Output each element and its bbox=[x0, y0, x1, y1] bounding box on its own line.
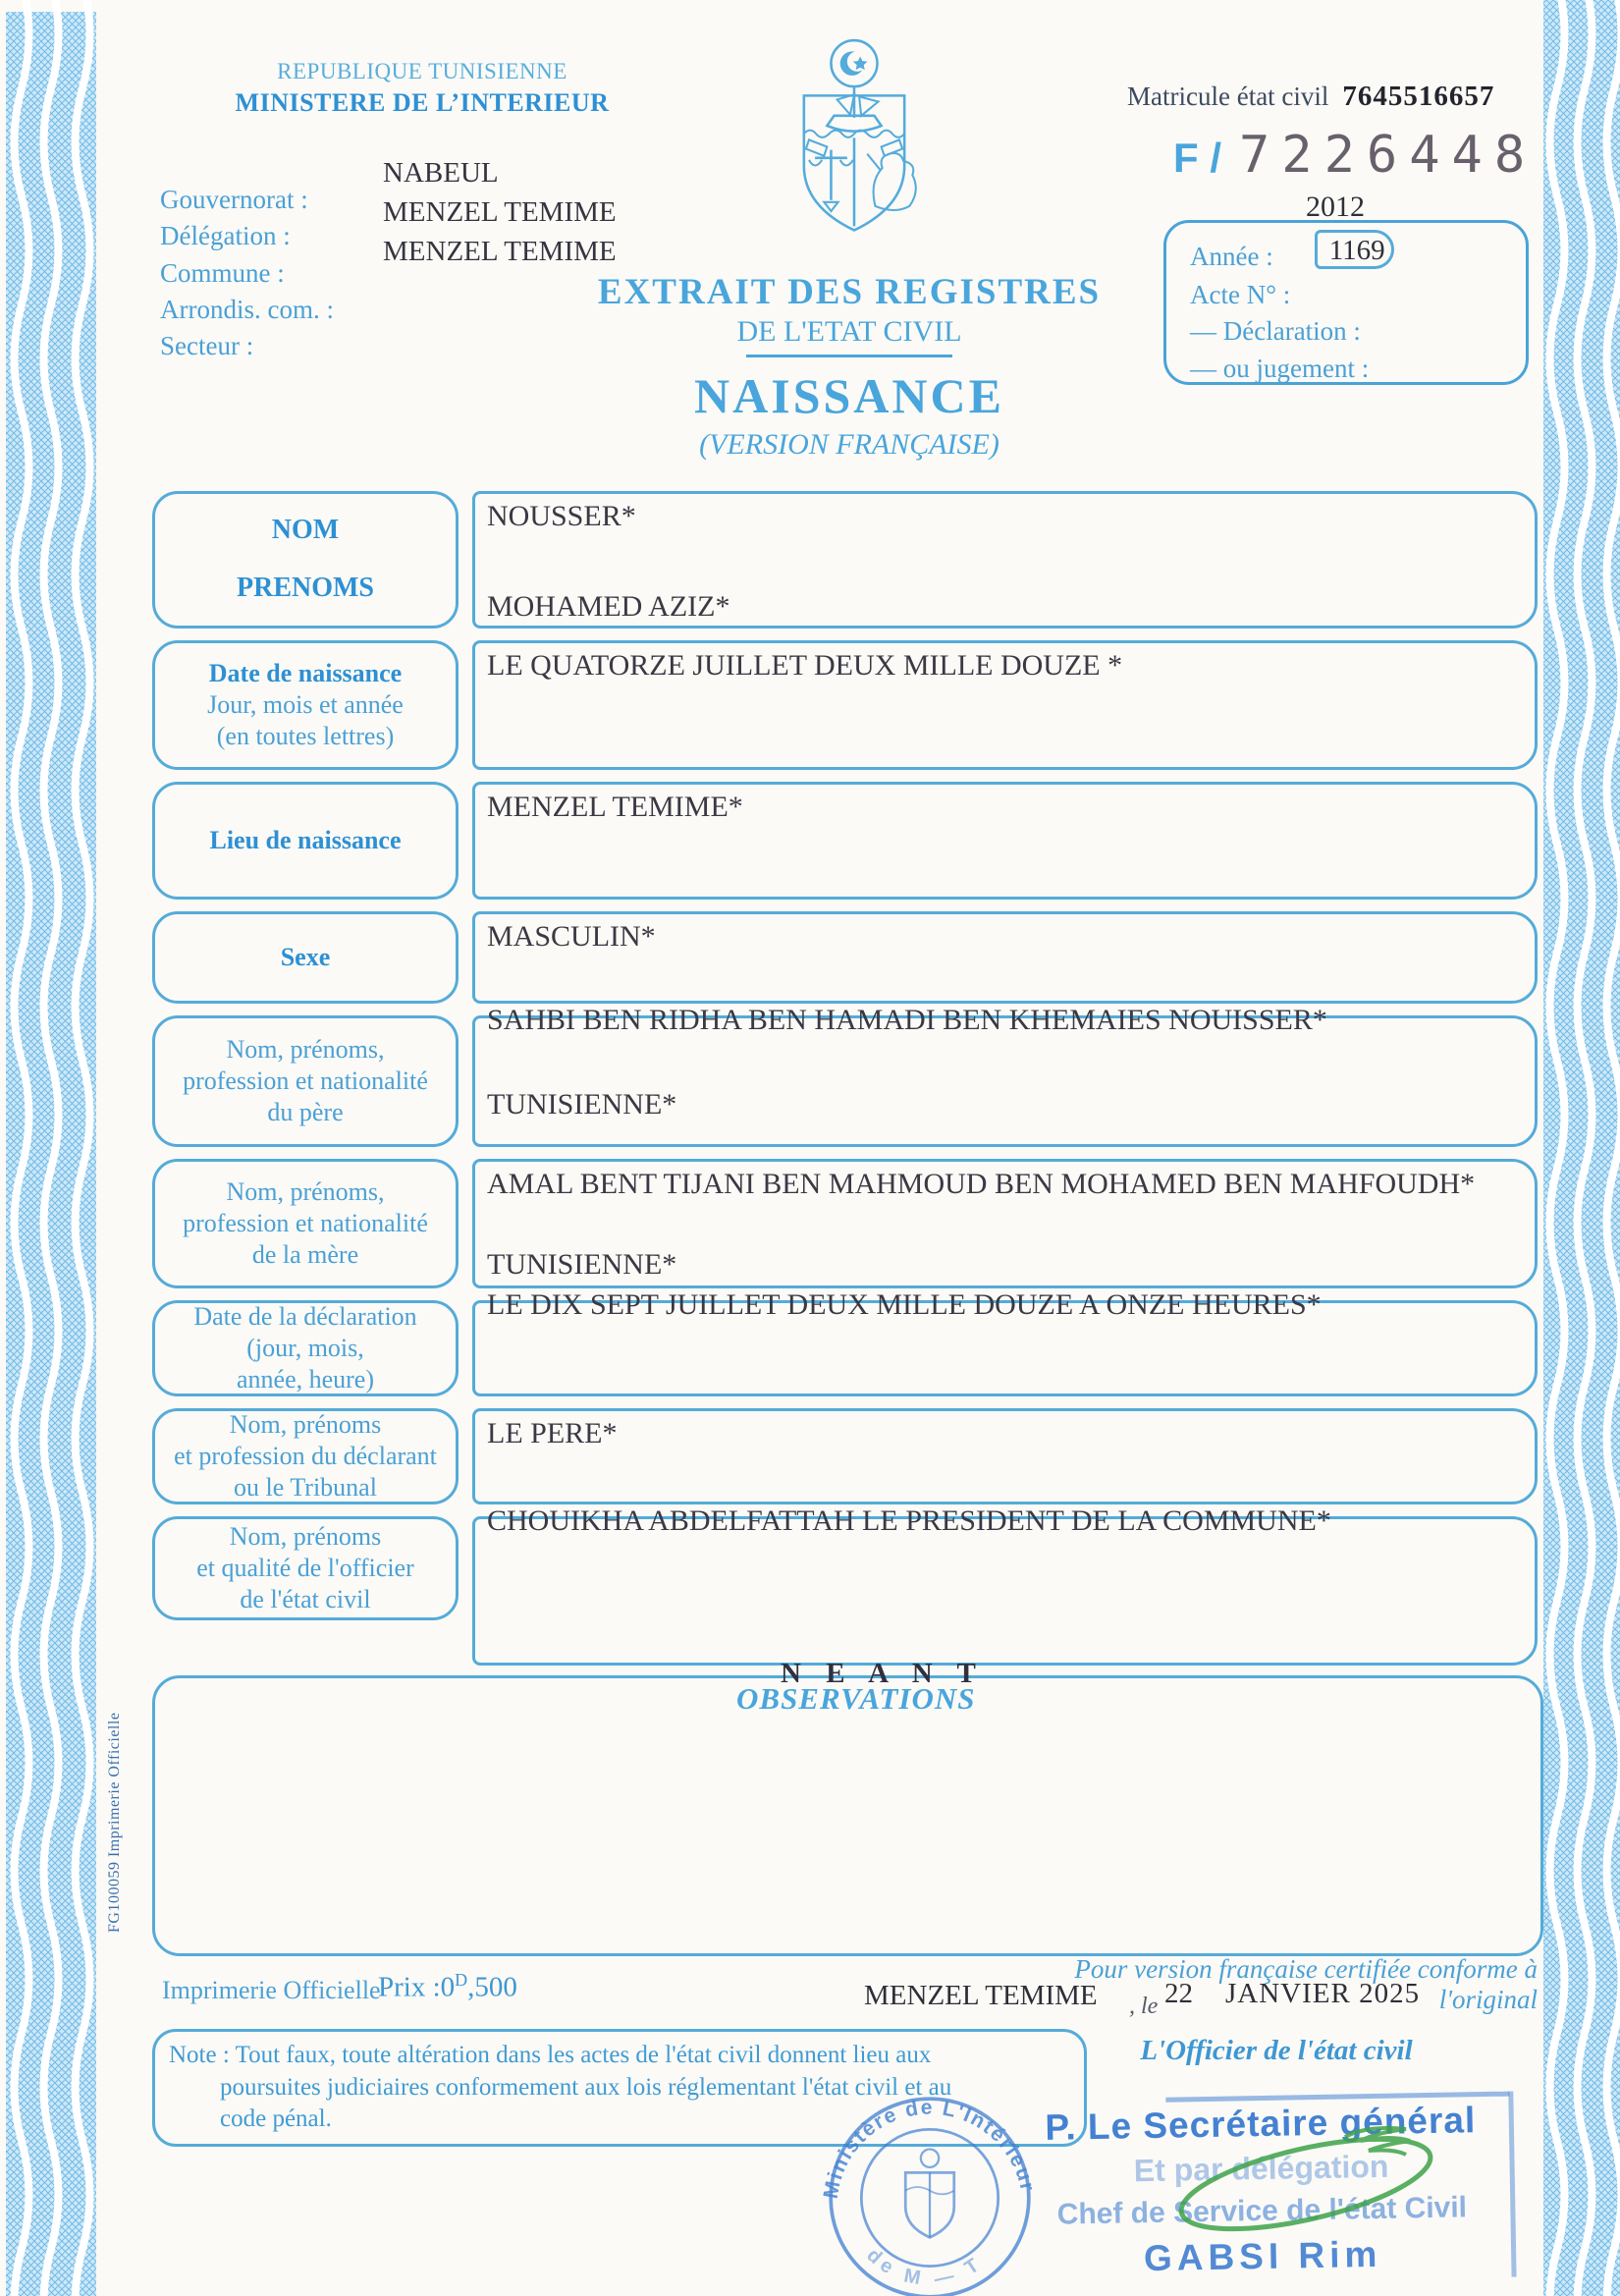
field-label bbox=[152, 1015, 459, 1147]
value-line: LE DIX SEPT JUILLET DEUX MILLE DOUZE A ONZE HEURES* bbox=[487, 1288, 1322, 1321]
form-row-sexe bbox=[152, 911, 1538, 1004]
delegation-value: MENZEL TEMIME bbox=[383, 196, 617, 229]
ministry-title: MINISTERE DE L’INTERIEUR bbox=[235, 88, 610, 117]
serial-number-line bbox=[1173, 126, 1537, 185]
value-line: MOHAMED AZIZ* bbox=[487, 590, 730, 623]
delegation-label: Délégation : bbox=[160, 221, 291, 251]
label-line: PRENOMS bbox=[237, 573, 374, 603]
field-label bbox=[152, 491, 459, 629]
value-line: LE PERE* bbox=[487, 1417, 618, 1449]
label-line: Date de naissance bbox=[208, 658, 403, 687]
observations-box bbox=[152, 1675, 1543, 1956]
value-line: TUNISIENNE* bbox=[487, 1088, 677, 1121]
commune-value: MENZEL TEMIME bbox=[383, 236, 617, 268]
field-value bbox=[472, 1408, 1538, 1504]
serial-prefix: F / bbox=[1173, 135, 1221, 181]
issue-place: MENZEL TEMIME bbox=[864, 1980, 1098, 2011]
officer-title: L'Officier de l'état civil bbox=[1140, 2035, 1413, 2066]
round-stamp-top-text: Ministère de L'Intérieur bbox=[819, 2096, 1040, 2201]
secteur-label: Secteur : bbox=[160, 331, 254, 360]
note-line: poursuites judiciaires conformement aux lois réglementant l'état civil et au bbox=[220, 2073, 952, 2101]
le-label: , le bbox=[1129, 1994, 1159, 2019]
gouvernorat-label: Gouvernorat : bbox=[160, 185, 308, 214]
stamp-line-delegation: Et par délégation bbox=[1133, 2148, 1389, 2189]
form-row-date-naissance bbox=[152, 640, 1538, 770]
form-row-lieu-naissance bbox=[152, 782, 1538, 900]
price-label bbox=[378, 1970, 517, 2004]
label-line: du père bbox=[267, 1098, 344, 1127]
stamp-line-name: GABSI Rim bbox=[1143, 2233, 1382, 2279]
price-part: ,500 bbox=[467, 1971, 517, 2003]
admin-values bbox=[383, 153, 617, 271]
gouvernorat-value: NABEUL bbox=[383, 157, 499, 189]
value-line: LE QUATORZE JUILLET DEUX MILLE DOUZE * bbox=[487, 649, 1123, 682]
price-sup: D bbox=[455, 1970, 468, 1990]
label-line: (en toutes lettres) bbox=[216, 722, 395, 751]
round-stamp-bottom-text: de M — T bbox=[862, 2244, 988, 2291]
field-value bbox=[472, 1159, 1538, 1288]
annee-label: Année : bbox=[1190, 242, 1273, 271]
price-part: Prix :0 bbox=[378, 1971, 456, 2003]
note-line: code pénal. bbox=[220, 2105, 332, 2132]
field-label bbox=[152, 1300, 459, 1396]
field-value bbox=[472, 1004, 1538, 1147]
stamp-line-chef-service: Chef de Service de l'état Civil bbox=[1056, 2191, 1468, 2231]
field-label bbox=[152, 1516, 459, 1620]
matricule-value: 7645516657 bbox=[1342, 81, 1495, 112]
jugement-label: — ou jugement : bbox=[1190, 354, 1370, 384]
title-etat-civil: DE L'ETAT CIVIL bbox=[736, 315, 962, 348]
admin-labels bbox=[160, 182, 334, 364]
label-line: profession et nationalité bbox=[183, 1066, 428, 1095]
field-label bbox=[152, 911, 459, 1004]
title-underline bbox=[746, 355, 952, 357]
value-line: MASCULIN* bbox=[487, 920, 656, 953]
observations-value: N E A N T bbox=[781, 1658, 985, 1689]
field-label bbox=[152, 782, 459, 900]
value-line: NOUSSER* bbox=[487, 500, 636, 532]
form-row-officier bbox=[152, 1504, 1538, 1620]
field-label bbox=[152, 1159, 459, 1288]
value-line: MENZEL TEMIME* bbox=[487, 791, 743, 823]
label-line: ou le Tribunal bbox=[234, 1473, 377, 1503]
label-line: de l'état civil bbox=[240, 1585, 371, 1614]
form-row-mere bbox=[152, 1159, 1538, 1288]
label-line: Lieu de naissance bbox=[209, 825, 402, 854]
field-value bbox=[472, 782, 1538, 900]
label-line: Nom, prénoms, bbox=[226, 1176, 385, 1206]
stamp-line-secretaire: P. Le Secrétaire général bbox=[1045, 2100, 1477, 2148]
field-label bbox=[152, 1408, 459, 1504]
label-line: et qualité de l'officier bbox=[196, 1553, 414, 1582]
label-line: année, heure) bbox=[236, 1365, 375, 1394]
field-value bbox=[472, 911, 1538, 1004]
label-line: Nom, prénoms bbox=[229, 1521, 382, 1551]
field-value bbox=[472, 1288, 1538, 1396]
label-line: Jour, mois et année bbox=[207, 689, 404, 719]
form-row-date-declaration bbox=[152, 1288, 1538, 1396]
document-title-block bbox=[471, 271, 1227, 462]
field-value bbox=[472, 491, 1538, 629]
label-line: et profession du déclarant bbox=[174, 1441, 437, 1470]
matricule-line bbox=[1127, 81, 1494, 113]
acte-number-label: Acte N° : bbox=[1190, 279, 1291, 309]
label-line: Date de la déclaration bbox=[193, 1301, 417, 1331]
field-value bbox=[472, 640, 1538, 770]
tunisia-coat-of-arms-icon bbox=[776, 37, 933, 253]
serial-number-stamp: 7226448 bbox=[1239, 126, 1538, 185]
value-line: SAHBI BEN RIDHA BEN HAMADI BEN KHEMAIES NOUISSER* bbox=[487, 1004, 1327, 1036]
issue-day: 22 bbox=[1164, 1978, 1193, 2009]
republic-title: REPUBLIQUE TUNISIENNE bbox=[277, 59, 567, 83]
arrondissement-label: Arrondis. com. : bbox=[160, 294, 334, 324]
label-line: Nom, prénoms bbox=[229, 1409, 382, 1439]
label-line: (jour, mois, bbox=[246, 1333, 364, 1362]
declaration-label: — Déclaration : bbox=[1190, 316, 1361, 347]
form-row-declarant bbox=[152, 1408, 1538, 1504]
label-line: NOM bbox=[271, 515, 340, 546]
annee-value: 1169 bbox=[1315, 230, 1394, 269]
certification-note: Pour version française certifiée conforme à l'original bbox=[1074, 1954, 1538, 2014]
issue-month-year: JANVIER 2025 bbox=[1225, 1978, 1421, 2009]
value-line: CHOUIKHA ABDELFATTAH LE PRESIDENT DE LA COMMUNE* bbox=[487, 1504, 1331, 1537]
commune-label: Commune : bbox=[160, 257, 285, 288]
form-row-nom-prenoms bbox=[152, 491, 1538, 629]
label-line: Nom, prénoms, bbox=[226, 1034, 385, 1064]
value-line: TUNISIENNE* bbox=[487, 1248, 677, 1281]
civil-status-form bbox=[152, 491, 1538, 1620]
value-line: AMAL BENT TIJANI BEN MAHMOUD BEN MOHAMED BEN MAHFOUDH* bbox=[487, 1168, 1476, 1200]
serial-year: 2012 bbox=[1306, 191, 1365, 223]
green-pen-signature-mark bbox=[1159, 2107, 1463, 2274]
matricule-label: Matricule état civil bbox=[1127, 82, 1329, 111]
note-line: Note : Tout faux, toute altération dans les actes de l'état civil donnent lieu aux bbox=[169, 2042, 932, 2068]
label-line: de la mère bbox=[251, 1240, 359, 1270]
title-version: (VERSION FRANÇAISE) bbox=[699, 428, 999, 461]
field-label bbox=[152, 640, 459, 770]
label-line: profession et nationalité bbox=[183, 1208, 428, 1237]
printer-reference-code: FG100059 Imprimerie Officielle bbox=[106, 1712, 123, 1933]
title-naissance: NAISSANCE bbox=[694, 368, 1004, 423]
observations-title: OBSERVATIONS bbox=[736, 1681, 976, 1716]
form-row-pere bbox=[152, 1004, 1538, 1147]
title-extrait: EXTRAIT DES REGISTRES bbox=[597, 272, 1102, 312]
label-line: Sexe bbox=[280, 942, 331, 971]
imprimerie-label: Imprimerie Officielle bbox=[162, 1976, 381, 2004]
field-value bbox=[472, 1504, 1538, 1666]
